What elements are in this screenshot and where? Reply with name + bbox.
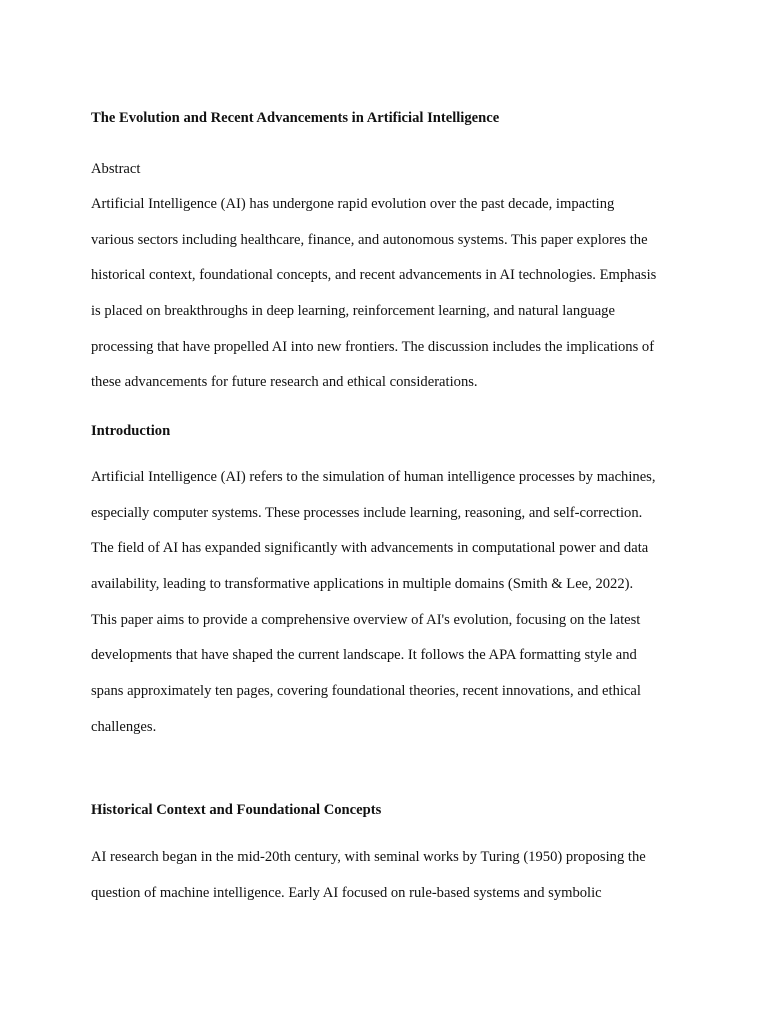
abstract-line: these advancements for future research and ethical considerations. — [91, 374, 478, 390]
document-title: The Evolution and Recent Advancements in Artificial Intelligence — [91, 110, 500, 126]
introduction-line: This paper aims to provide a comprehensive overview of AI's evolution, focusing on the latest — [91, 612, 641, 628]
introduction-heading: Introduction — [91, 423, 171, 439]
abstract-heading: Abstract — [91, 161, 141, 177]
abstract-line: is placed on breakthroughs in deep learning, reinforcement learning, and natural language — [91, 303, 615, 319]
introduction-line: availability, leading to transformative applications in multiple domains (Smith & Lee, 2022). — [91, 576, 634, 592]
abstract-line: historical context, foundational concepts, and recent advancements in AI technologies. Emphasis — [91, 267, 657, 283]
abstract-line: various sectors including healthcare, finance, and autonomous systems. This paper explores the — [91, 232, 648, 248]
introduction-line: spans approximately ten pages, covering foundational theories, recent innovations, and ethical — [91, 683, 641, 699]
introduction-line: challenges. — [91, 719, 157, 735]
abstract-line: Artificial Intelligence (AI) has undergone rapid evolution over the past decade, impacting — [91, 196, 615, 212]
introduction-line: developments that have shaped the current landscape. It follows the APA formatting style and — [91, 647, 637, 663]
historical-line: AI research began in the mid-20th century, with seminal works by Turing (1950) proposing the — [91, 849, 646, 865]
introduction-line: Artificial Intelligence (AI) refers to the simulation of human intelligence processes by machines, — [91, 469, 656, 485]
historical-line: question of machine intelligence. Early AI focused on rule-based systems and symbolic — [91, 885, 602, 901]
historical-heading: Historical Context and Foundational Concepts — [91, 802, 382, 818]
introduction-line: especially computer systems. These processes include learning, reasoning, and self-correction. — [91, 505, 643, 521]
abstract-line: processing that have propelled AI into new frontiers. The discussion includes the implications of — [91, 339, 655, 355]
introduction-line: The field of AI has expanded significantly with advancements in computational power and data — [91, 540, 649, 556]
